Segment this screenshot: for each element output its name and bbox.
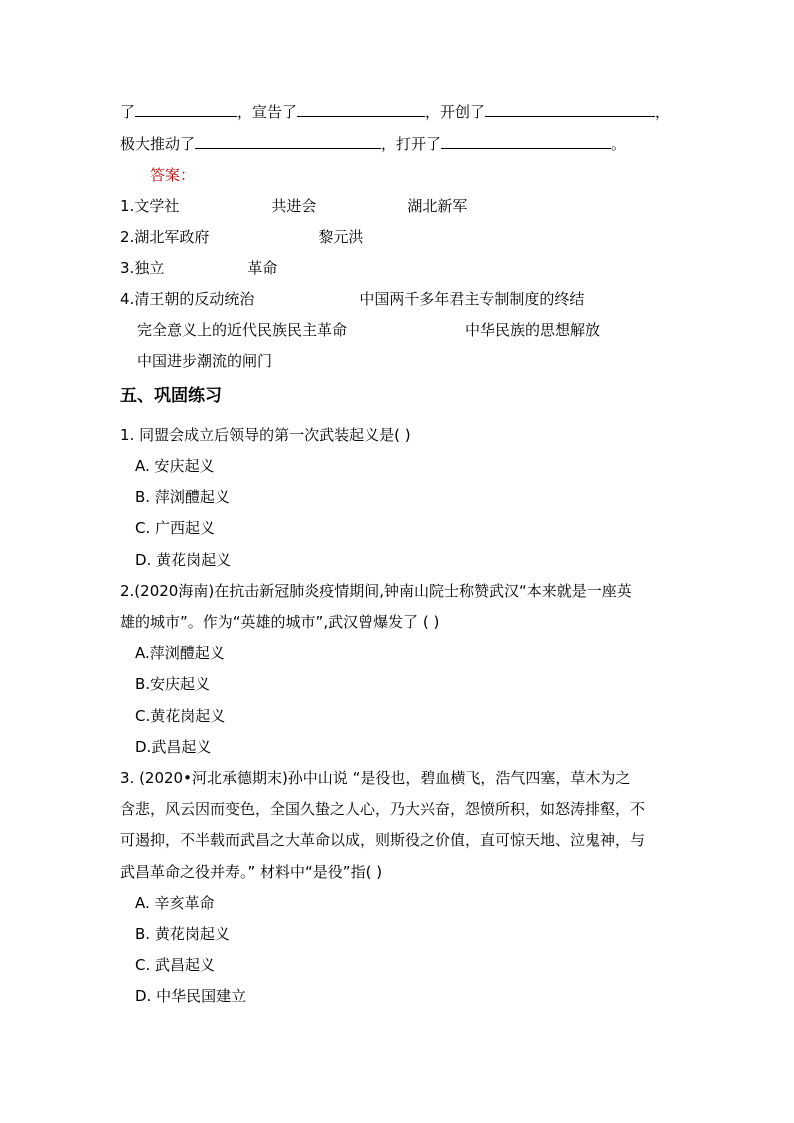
blank-line[interactable] xyxy=(441,134,611,149)
fill-text: ，打开了 xyxy=(381,135,442,153)
answer-number: 3. xyxy=(120,259,135,277)
question-3-stem: 3. (2020•河北承德期末)孙中山说 “是役也，碧血横飞，浩气四塞，草木为之 xyxy=(120,769,631,787)
answer-item: 湖北军政府 xyxy=(134,228,210,246)
question-3-stem: 武昌革命之役并寿。” 材料中“是役”指( ) xyxy=(120,863,383,881)
blank-line[interactable] xyxy=(297,102,425,117)
answer-number: 2. xyxy=(120,228,135,246)
answer-number: 4. xyxy=(120,290,135,308)
fill-text: ，开创了 xyxy=(425,103,486,121)
answer-3 xyxy=(120,258,277,278)
blank-line[interactable] xyxy=(485,102,655,117)
question-3-option-b[interactable]: B. 黄花岗起义 xyxy=(135,925,230,943)
fill-text: 极大推动了 xyxy=(120,135,196,153)
answer-item: 清王朝的反动统治 xyxy=(134,290,255,308)
answer-item: 革命 xyxy=(247,259,278,277)
question-2-stem: 雄的城市”。作为“英雄的城市”,武汉曾爆发了 ( ) xyxy=(120,613,440,631)
answer-item: 独立 xyxy=(134,259,165,277)
question-3-option-a[interactable]: A. 辛亥革命 xyxy=(135,894,215,912)
answer-item: 共进会 xyxy=(271,197,317,215)
question-2-option-a[interactable]: A.萍浏醴起义 xyxy=(135,644,225,662)
question-1-stem: 1. 同盟会成立后领导的第一次武装起义是( ) xyxy=(120,426,411,444)
answer-item: 中华民族的思想解放 xyxy=(465,321,601,339)
question-3-stem: 含悲，风云因而变色，全国久蛰之人心，乃大兴奋，怨愤所积，如怒涛排壑，不 xyxy=(120,800,646,818)
answer-item: 文学社 xyxy=(134,197,180,215)
answer-item: 黎元洪 xyxy=(318,228,364,246)
fill-in-line-2 xyxy=(120,134,626,154)
question-3-stem: 可遏抑，不半载而武昌之大革命以成，则斯役之价值，直可惊天地、泣鬼神，与 xyxy=(120,831,646,849)
question-2-stem: 2.(2020海南)在抗击新冠肺炎疫情期间,钟南山院士称赞武汉“本来就是一座英 xyxy=(120,582,632,600)
section-heading: 五、巩固练习 xyxy=(120,386,222,406)
answer-2 xyxy=(120,227,363,247)
question-2-option-c[interactable]: C.黄花岗起义 xyxy=(135,707,226,725)
answer-number: 1. xyxy=(120,197,135,215)
answer-item: 完全意义上的近代民族民主革命 xyxy=(137,321,348,339)
question-2-option-d[interactable]: D.武昌起义 xyxy=(135,738,212,756)
question-1-option-d[interactable]: D. 黄花岗起义 xyxy=(135,551,232,569)
question-1-option-c[interactable]: C. 广西起义 xyxy=(135,519,216,537)
answer-item: 中国进步潮流的闸门 xyxy=(137,352,273,370)
question-2-option-b[interactable]: B.安庆起义 xyxy=(135,675,211,693)
answer-4-continued xyxy=(137,320,600,340)
answer-label: 答案： xyxy=(150,166,196,184)
question-1-option-b[interactable]: B. 萍浏醴起义 xyxy=(135,488,230,506)
answer-item: 湖北新军 xyxy=(407,197,468,215)
blank-line[interactable] xyxy=(195,134,381,149)
fill-text: ，宣告了 xyxy=(237,103,298,121)
fill-text: ， xyxy=(655,103,671,121)
blank-line[interactable] xyxy=(135,102,237,117)
answer-item: 中国两千多年君主专制制度的终结 xyxy=(359,290,585,308)
question-3-option-d[interactable]: D. 中华民国建立 xyxy=(135,987,247,1005)
answer-1 xyxy=(120,196,467,216)
question-1-option-a[interactable]: A. 安庆起义 xyxy=(135,457,215,475)
question-3-option-c[interactable]: C. 武昌起义 xyxy=(135,956,216,974)
answer-4-continued xyxy=(137,351,272,371)
fill-text: 了 xyxy=(120,103,136,121)
fill-text: 。 xyxy=(611,135,627,153)
fill-in-line-1 xyxy=(120,102,670,122)
answer-4 xyxy=(120,289,584,309)
